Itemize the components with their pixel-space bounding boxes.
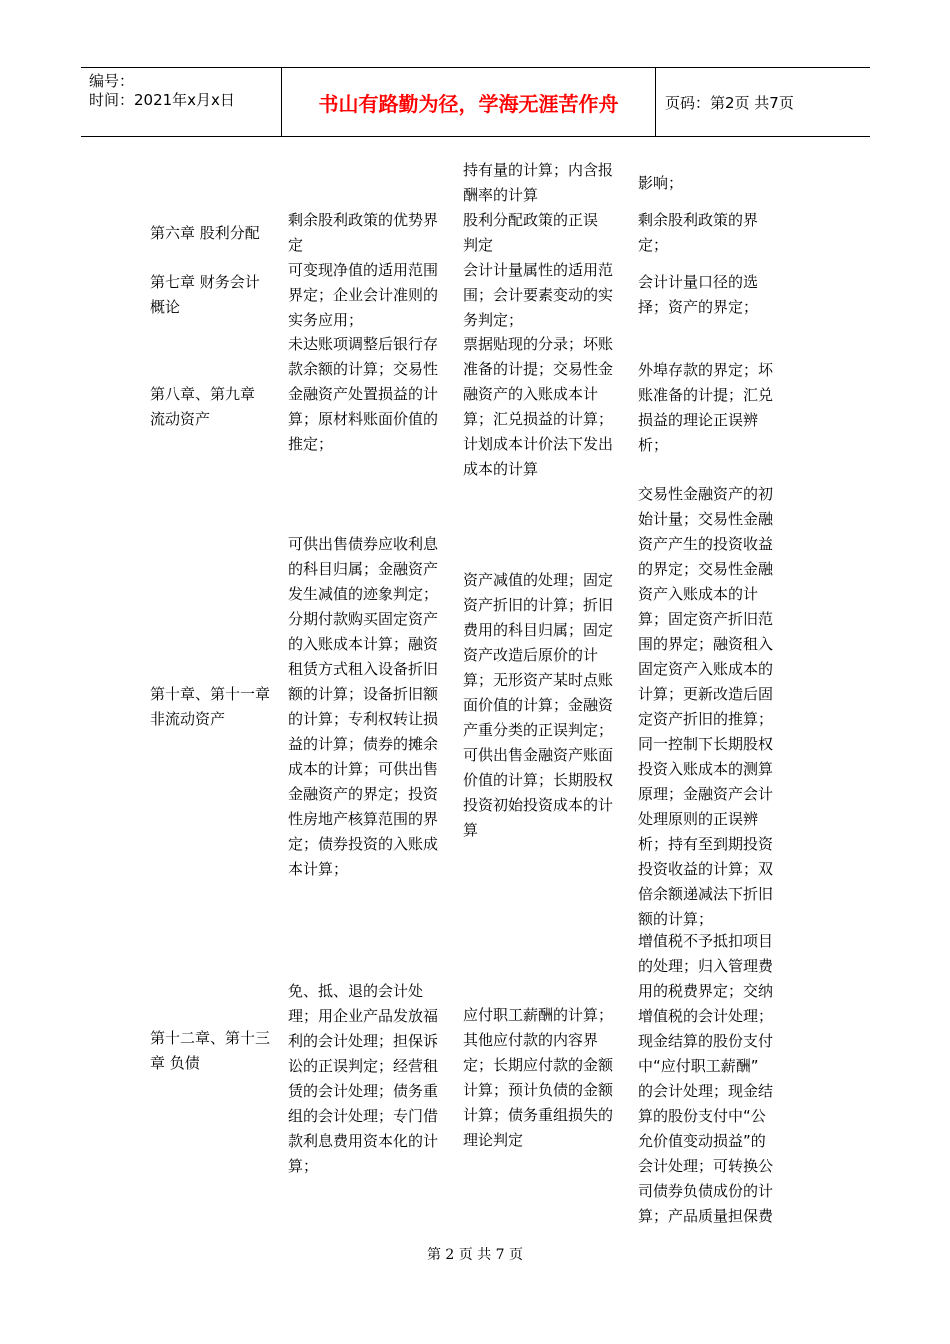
cell-line: 处理原则的正误辨 [638, 810, 759, 828]
cell-line: 款余额的计算；交易性 [288, 360, 439, 378]
topic-cell-b [463, 568, 633, 843]
cell-line: 剩余股利政策的界 [638, 211, 759, 229]
topic-cell-c [638, 482, 793, 932]
cell-line: 产重分类的正误判定； [463, 721, 614, 739]
cell-line: 会计计量口径的选 [638, 273, 759, 291]
cell-line: 推定； [288, 435, 334, 453]
chapter-cell [150, 382, 287, 432]
header-meta [81, 68, 281, 136]
cell-line: 同一控制下长期股权 [638, 735, 774, 753]
cell-line: 本计算； [288, 860, 349, 878]
chapter-cell [150, 221, 287, 246]
cell-line: 算； [288, 1157, 319, 1175]
cell-line: 额的计算； [638, 910, 714, 928]
cell-line: 判定 [463, 236, 494, 254]
page-header [81, 67, 870, 137]
cell-line: 实务应用； [288, 311, 364, 329]
cell-line: 投资初始投资成本的计 [463, 796, 614, 814]
cell-line: 可供出售金融资产账面 [463, 746, 614, 764]
topic-cell-c [638, 208, 793, 258]
cell-line: 定 [288, 236, 304, 254]
cell-line: 算；固定资产折旧范 [638, 610, 774, 628]
cell-line: 会计计量属性的适用范 [463, 261, 614, 279]
chapter-cell [150, 682, 287, 732]
cell-line: 第十二章、第十三 [150, 1029, 271, 1047]
topic-cell-b [463, 258, 633, 333]
topic-cell-b [463, 332, 633, 482]
cell-line: 的科目归属；金融资产 [288, 560, 439, 578]
cell-line: 定资产折旧的推算； [638, 710, 774, 728]
cell-line: 增值税的会计处理； [638, 1007, 774, 1025]
cell-line: 金融资产处置损益的计 [288, 385, 439, 403]
cell-line: 会计处理；可转换公 [638, 1157, 774, 1175]
cell-line: 算；产品质量担保费 [638, 1207, 774, 1225]
cell-line: 理；用企业产品发放福 [288, 1007, 439, 1025]
header-divider [655, 68, 656, 136]
cell-line: 融资产的入账成本计 [463, 385, 599, 403]
topic-cell-c [638, 270, 793, 320]
cell-line: 损益的理论正误辨 [638, 411, 759, 429]
cell-line: 择；资产的界定； [638, 298, 759, 316]
cell-line: 免、抵、退的会计处 [288, 982, 424, 1000]
header-page-info: 页码：第2页 共7页 [665, 93, 794, 112]
cell-line: 性房地产核算范围的界 [288, 810, 439, 828]
cell-line: 资产折旧的计算；折旧 [463, 596, 614, 614]
cell-line: 账准备的计提；汇兑 [638, 386, 774, 404]
cell-line: 定；长期应付款的金额 [463, 1056, 614, 1074]
topic-cell-a [288, 258, 458, 333]
cell-line: 其他应付款的内容界 [463, 1031, 599, 1049]
cell-line: 的会计处理；现金结 [638, 1082, 774, 1100]
cell-line: 非流动资产 [150, 710, 226, 728]
cell-line: 析； [638, 436, 669, 454]
cell-line: 益的计算；债券的摊余 [288, 735, 439, 753]
cell-line: 的处理；归入管理费 [638, 957, 774, 975]
cell-line: 算；无形资产某时点账 [463, 671, 614, 689]
cell-line: 倍余额递减法下折旧 [638, 885, 774, 903]
cell-line: 务判定； [463, 311, 524, 329]
cell-line: 额的计算；设备折旧额 [288, 685, 439, 703]
cell-line: 可变现净值的适用范围 [288, 261, 439, 279]
cell-line: 围；会计要素变动的实 [463, 286, 614, 304]
cell-line: 可供出售债券应收利息 [288, 535, 439, 553]
cell-line: 应付职工薪酬的计算； [463, 1006, 614, 1024]
header-motto: 书山有路勤为径，学海无涯苦作舟 [318, 91, 619, 116]
cell-line: 交易性金融资产的初 [638, 485, 774, 503]
cell-line: 赁的会计处理；债务重 [288, 1082, 439, 1100]
cell-line: 租赁方式租入设备折旧 [288, 660, 439, 678]
topic-cell-a [288, 532, 458, 882]
topic-cell-c [638, 358, 793, 458]
cell-line: 围的界定；融资租入 [638, 635, 774, 653]
cell-line: 发生减值的迹象判定； [288, 585, 439, 603]
cell-line: 影响； [638, 174, 684, 192]
cell-line: 始计量；交易性金融 [638, 510, 774, 528]
cell-line: 的界定；交易性金融 [638, 560, 774, 578]
cell-line: 讼的正误判定；经营租 [288, 1057, 439, 1075]
topic-cell-b [463, 1003, 633, 1153]
cell-line: 中“应付职工薪酬” [638, 1057, 759, 1075]
cell-line: 资产改造后原价的计 [463, 646, 599, 664]
topic-cell-a [288, 332, 458, 457]
topic-cell-c [638, 171, 793, 196]
cell-line: 分期付款购买固定资产 [288, 610, 439, 628]
document-number-label: 编号： [89, 72, 135, 90]
cell-line: 票据贴现的分录；坏账 [463, 335, 614, 353]
cell-line: 持有量的计算；内含报 [463, 161, 614, 179]
cell-line: 算 [463, 821, 479, 839]
cell-line: 析；持有至到期投资 [638, 835, 774, 853]
cell-line: 准备的计提；交易性金 [463, 360, 614, 378]
cell-line: 固定资产入账成本的 [638, 660, 774, 678]
cell-line: 第十章、第十一章 [150, 685, 271, 703]
cell-line: 计算；更新改造后固 [638, 685, 774, 703]
cell-line: 投资入账成本的测算 [638, 760, 774, 778]
cell-line: 资产产生的投资收益 [638, 535, 774, 553]
cell-line: 算；汇兑损益的计算； [463, 410, 614, 428]
cell-line: 成本的计算；可供出售 [288, 760, 439, 778]
topic-cell-a [288, 208, 458, 258]
cell-line: 款利息费用资本化的计 [288, 1132, 439, 1150]
cell-line: 第八章、第九章 [150, 385, 256, 403]
cell-line: 的入账成本计算；融资 [288, 635, 439, 653]
cell-line: 计算；预计负债的金额 [463, 1081, 614, 1099]
chapter-cell [150, 270, 287, 320]
cell-line: 利的会计处理；担保诉 [288, 1032, 439, 1050]
topic-cell-b [463, 158, 633, 208]
cell-line: 剩余股利政策的优势界 [288, 211, 439, 229]
document-date: 时间：2021年x月x日 [89, 91, 235, 109]
cell-line: 价值的计算；长期股权 [463, 771, 614, 789]
cell-line: 资产入账成本的计 [638, 585, 759, 603]
cell-line: 现金结算的股份支付 [638, 1032, 774, 1050]
cell-line: 概论 [150, 298, 181, 316]
cell-line: 的计算；专利权转让损 [288, 710, 439, 728]
cell-line: 允价值变动损益”的 [638, 1132, 766, 1150]
cell-line: 费用的科目归属；固定 [463, 621, 614, 639]
cell-line: 计算；债务重组损失的 [463, 1106, 614, 1124]
cell-line: 定；债券投资的入账成 [288, 835, 439, 853]
topic-cell-a [288, 979, 458, 1179]
cell-line: 章 负债 [150, 1054, 200, 1072]
cell-line: 金融资产的界定；投资 [288, 785, 439, 803]
topic-cell-b [463, 208, 633, 258]
cell-line: 增值税不予抵扣项目 [638, 932, 774, 950]
chapter-cell [150, 1026, 287, 1076]
cell-line: 第六章 股利分配 [150, 224, 260, 242]
cell-line: 计划成本计价法下发出 [463, 435, 614, 453]
cell-line: 投资收益的计算；双 [638, 860, 774, 878]
cell-line: 司债券负债成份的计 [638, 1182, 774, 1200]
cell-line: 酬率的计算 [463, 186, 539, 204]
cell-line: 流动资产 [150, 410, 211, 428]
cell-line: 面价值的计算；金融资 [463, 696, 614, 714]
cell-line: 外埠存款的界定；坏 [638, 361, 774, 379]
cell-line: 算；原材料账面价值的 [288, 410, 439, 428]
page-footer: 第 2 页 共 7 页 [426, 1247, 524, 1263]
cell-line: 股利分配政策的正误 [463, 211, 599, 229]
cell-line: 组的会计处理；专门借 [288, 1107, 439, 1125]
cell-line: 未达账项调整后银行存 [288, 335, 439, 353]
cell-line: 界定；企业会计准则的 [288, 286, 439, 304]
cell-line: 理论判定 [463, 1131, 524, 1149]
cell-line: 第七章 财务会计 [150, 273, 260, 291]
cell-line: 算的股份支付中“公 [638, 1107, 766, 1125]
topic-cell-c [638, 929, 793, 1229]
cell-line: 成本的计算 [463, 460, 539, 478]
cell-line: 原理；金融资产会计 [638, 785, 774, 803]
cell-line: 资产减值的处理；固定 [463, 571, 614, 589]
cell-line: 用的税费界定；交纳 [638, 982, 774, 1000]
cell-line: 定； [638, 236, 669, 254]
